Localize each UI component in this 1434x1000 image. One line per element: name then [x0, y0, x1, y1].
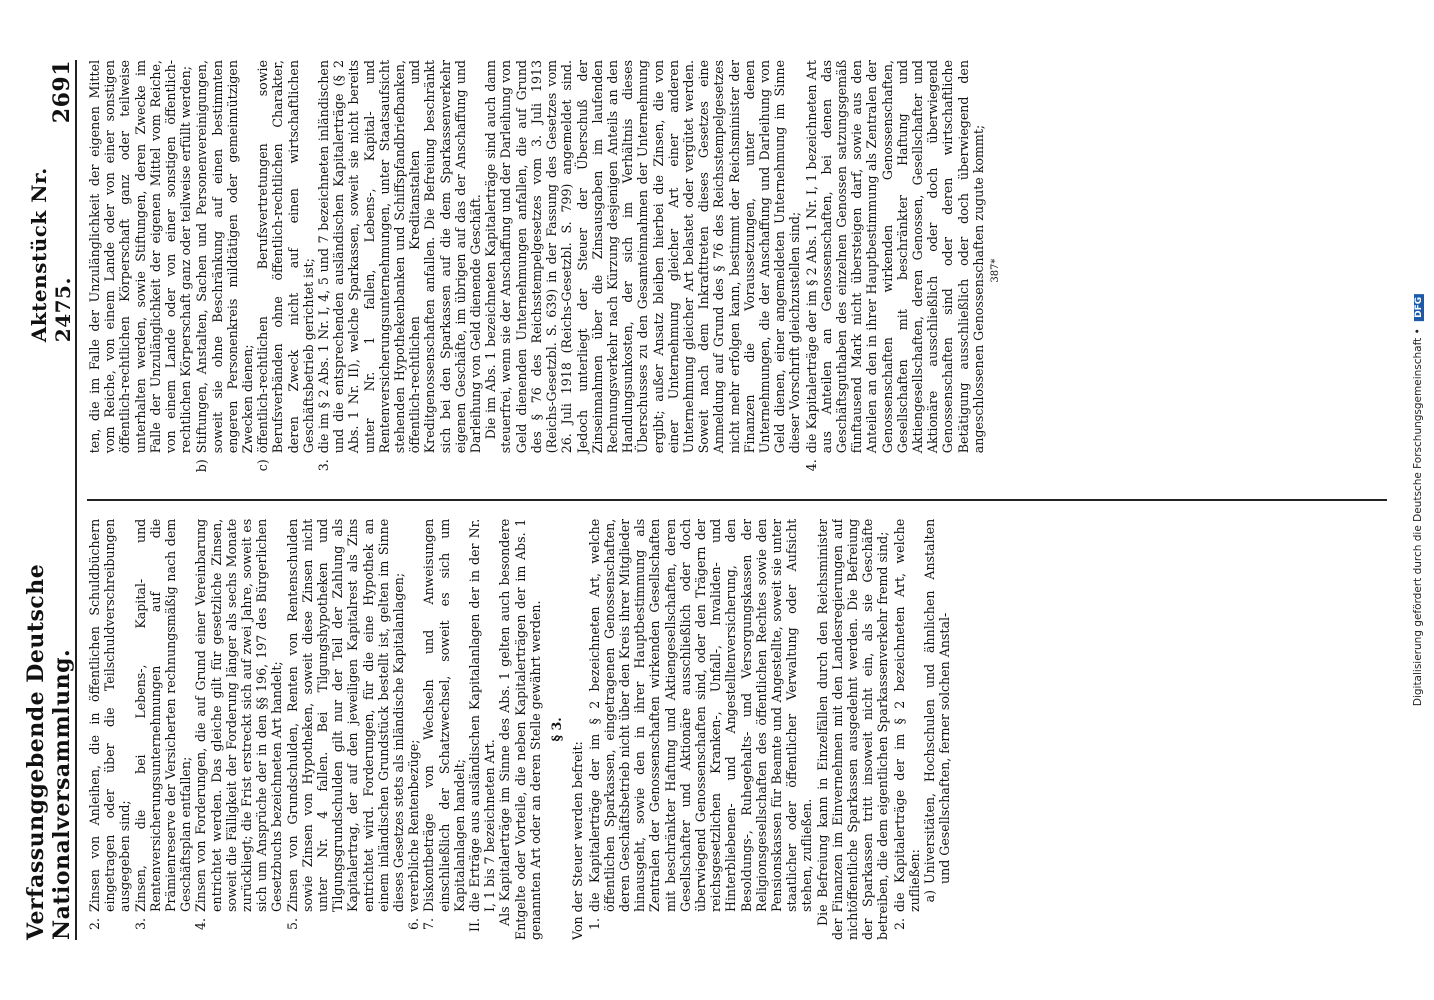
- item-text: öffentlich-rechtlichen Berufsvertretungen sowie Berufsverbänden ohne öffentlich-rechtlichen Charakter, deren Zweck nicht auf einen wirtschaftlichen Geschäftsbetrieb gerichtet ist;: [255, 60, 316, 454]
- list-item: [804, 60, 986, 481]
- list-item: [406, 519, 421, 940]
- paragraph: Als Kapitalerträge im Sinne des Abs. 1 gelten auch besondere Entgelte oder Vorteile, die neben Kapitalerträgen der im Abs. 1 genannten Art oder an deren Stelle gewährt werden.: [497, 518, 543, 940]
- list-item: [316, 60, 483, 481]
- item-number: 3.: [316, 459, 332, 472]
- credit-text: Digitalisierung gefördert durch die Deutsche Forschungsgemeinschaft •: [1412, 328, 1424, 707]
- item-text: die Kapitalerträge der im § 2 bezeichneten Art, welche öffentlichen Sparkassen, eingetragenen Genossenschaften, deren Geschäftsbetrieb nicht über den Kreis ihrer Mitglieder hinausgeht, sowie den in ihrer Hauptbestimmung als Zentralen der Genossenschaften wirkenden Gesellschaften mit beschränkter Haftung und Aktiengesellschaften, deren Gesellschafter und Aktionäre ausschließlich oder doch überwiegend Genossenschaften sind, oder den Trägern der reichsgesetzlichen Kranken-, Unfall-, Invaliden- und Hinterbliebenen- und Angestelltenversicherung, den Besoldungs-, Ruhegehalts- und Versorgungskassen der Religionsgesellschaften des öffentlichen Rechtes sowie den Pensionskassen für Beamte und Angestellte, soweit sie unter staatlicher oder öffentlicher Verwaltung oder Aufsicht stehen, zufließen.: [586, 518, 815, 912]
- paragraph: Die Befreiung kann in Einzelfällen durch den Reichsminister der Finanzen im Einvernehmen mit den Landesregierungen auf nichtöffentliche Sparkassen ausgedehnt werden. Die Befreiung der Sparkassen tritt insoweit nicht ein, als sie Geschäfte betreiben, die dem eigentlichen Sparkassenverkehr fremd sind;: [814, 518, 891, 940]
- list-item: [285, 519, 407, 940]
- list-item: [133, 519, 194, 940]
- header-title: Verfassunggebende Deutsche Nationalversammlung.: [23, 563, 75, 940]
- item-text: die Kapitalerträge der im § 2 bezeichneten Art, welche zufließen:: [891, 518, 922, 912]
- item-text: Universitäten, Hochschulen und ähnlichen Anstalten und Gesellschaften, ferner solchen Anstal-: [921, 518, 953, 884]
- item-text: Zinsen, die bei Lebens-, Kapital- und Rentenversicherungsunternehmungen auf die Prämienreserve der Versicherten rechnungsmäßig nach dem Geschäftsplan entfallen;: [132, 518, 194, 912]
- item-text: Zinsen von Forderungen, die auf Grund einer Vereinbarung entrichtet werden. Das gleiche gilt für gesetzliche Zinsen, soweit die Fälligkeit der Forderung länger als sechs Monate zurückliegt; die Frist erstreckt sich auf zwei Jahre, soweit es sich um Ansprüche der in den §§ 196, 197 des Bürgerlichen Gesetzbuchs bezeichneten Art handelt;: [193, 518, 285, 912]
- list-item: [892, 519, 922, 940]
- item-text: die Erträge aus ausländischen Kapitalanlagen der in der Nr. I, 1 bis 7 bezeichneten Art.: [467, 518, 498, 912]
- item-text: Zinsen von Anleihen, die in öffentlichen Schuldbüchern eingetragen oder über die Teilschuldverschreibungen ausgegeben sind;: [87, 518, 133, 912]
- item-text: die im § 2 Abs. 1 Nr. I, 4, 5 und 7 bezeichneten inländischen und die entsprechenden ausländischen Kapitalerträge (§ 2 Abs. 1 Nr. II), welche Sparkassen, soweit sie nicht bereits unter Nr. 1 fallen, Lebens-, Kapital- und Rentenversicherungsunternehmungen, unter Staatsaufsicht stehenden Hypothekenbanken und Schiffspfandbriefbanken, öffentlich-rechtlichen Kreditanstalten und Kreditgenossenschaften anfallen. Die Befreiung beschränkt sich bei den Sparkassen auf die dem Sparkassenverkehr eigenen Geschäfte, im übrigen auf das der Anschaffung und Darleihung von Geld dienende Geschäft.: [316, 60, 484, 454]
- item-number: 2.: [891, 918, 907, 931]
- item-number: 5.: [284, 918, 300, 931]
- item-number: b): [194, 459, 210, 473]
- text-columns: [87, 60, 1387, 940]
- item-number: 4.: [803, 459, 819, 472]
- section-heading: § 3.: [549, 717, 565, 742]
- aktenstueck-number: Aktenstück Nr. 2475.: [27, 167, 75, 343]
- list-item: [255, 60, 316, 481]
- list-item: [194, 60, 255, 481]
- page-number: 2691: [49, 60, 75, 124]
- page-header: [23, 60, 77, 940]
- section-intro: Von der Steuer werden befreit:: [570, 741, 586, 940]
- item-text: vererbliche Rentenbezüge;: [406, 739, 422, 912]
- item-number: a): [921, 890, 937, 903]
- list-item: [193, 519, 284, 940]
- left-column: [87, 519, 1387, 940]
- item-number: 6.: [406, 918, 422, 931]
- item-number: c): [255, 459, 271, 472]
- column-divider: [87, 499, 1387, 501]
- paragraph: ten, die im Falle der Unzulänglichkeit der eigenen Mittel vom Reiche, von einem Lande oder von einer sonstigen öffentlich-rechtlichen Körperschaft ganz oder teilweise unterhalten werden, sowie Stiftungen, deren Zwecke im Falle der Unzulänglichkeit der eigenen Mittel vom Reiche, von einem Lande oder von einer sonstigen öffentlich-rechtlichen Körperschaft ganz oder teilweise erfüllt werden;: [87, 60, 194, 454]
- credit-line: [1412, 294, 1424, 706]
- document-page: [17, 20, 1417, 980]
- list-item: [922, 519, 952, 940]
- paragraph: Die im Abs. 1 bezeichneten Kapitalerträge sind auch dann steuerfrei, wenn sie der Anschaffung und der Darleihung von Geld dienenden Unternehmungen anfallen, die auf Grund des § 76 des Reichsstempelgesetzes vom 3. Juli 1913 (Reichs-Gesetzbl. S. 639) in der Fassung des Gesetzes vom 26. Juli 1918 (Reichs-Gesetzbl. S. 799) angemeldet sind. Jedoch unterliegt der Steuer der Überschuß der Zinseinnahmen über die Zinsausgaben im laufenden Rechnungsverkehr nach Kürzung desjenigen Anteils an den Handlungsunkosten, der sich im Verhältnis dieses Überschusses zu den Gesamteinnahmen der Unternehmung ergibt; außer Ansatz bleiben hierbei die Zinsen, die von einer Unternehmung gleicher Art einer anderen Unternehmung gleicher Art belastet oder vergütet werden. Soweit nach dem Inkrafttreten dieses Gesetzes eine Anmeldung auf Grund des § 76 des Reichsstempelgesetzes nicht mehr erfolgen kann, bestimmt der Reichsminister der Finanzen die Voraussetzungen, unter denen Unternehmungen, die der Anschaffung und Darleihung von Geld dienen, einer angemeldeten Unternehmung im Sinne dieser Vorschrift gleichzustellen sind;: [483, 60, 803, 454]
- dfg-logo: DFG: [1414, 294, 1424, 321]
- right-column: [87, 60, 1387, 481]
- item-text: Stiftungen, Anstalten, Sachen und Personenvereinigungen, soweit sie ohne Beschränkung auf einen bestimmten engeren Personenkreis mildtätigen oder gemeinnützigen Zwecken dienen;: [194, 60, 256, 454]
- item-text: Zinsen von Grundschulden, Renten von Rentenschulden sowie Zinsen von Hypotheken, soweit diese Zinsen nicht unter Nr. 4 fallen. Bei Tilgungshypotheken und Tilgungsgrundschulden gilt nur der Teil der Zahlung als Kapitalertrag, der auf den jeweiligen Kapitalrest als Zins entrichtet wird. Forderungen, für die eine Hypothek an einem inländischen Grundstück bestellt ist, gelten im Sinne dieses Gesetzes stets als inländische Kapitalanlagen;: [284, 518, 407, 912]
- item-number: 4.: [193, 918, 209, 931]
- list-item: [587, 519, 815, 940]
- item-text: Diskontbeträge von Wechseln und Anweisungen einschließlich der Schatzwechsel, soweit es sich um Kapitalanlagen handelt;: [421, 518, 467, 912]
- sidebar-credit: [1408, 10, 1428, 990]
- rotated-page: [17, 20, 1417, 980]
- signature-mark: 387*: [989, 258, 1001, 283]
- item-number: 1.: [586, 918, 602, 931]
- list-item: [467, 519, 497, 940]
- list-item: [421, 519, 467, 940]
- item-number: 2.: [87, 918, 102, 931]
- item-number: II.: [467, 918, 483, 932]
- item-number: 3.: [132, 918, 148, 931]
- list-item: [87, 519, 133, 940]
- item-text: die Kapitalerträge der im § 2 Abs. 1 Nr. I, 1 bezeichneten Art aus Anteilen an Genossenschaften, bei denen das Geschäftsguthaben des einzelnen Genossen satzungsgemäß fünftausend Mark nicht übersteigen darf, sowie aus den Anteilen an den in ihrer Hauptbestimmung als Zentralen der Genossenschaften wirkenden Genossenschaften, Gesellschaften mit beschränkter Haftung und Aktiengesellschaften, deren Genossen, Gesellschafter und Aktionäre ausschließlich oder doch überwiegend Genossenschaften sind oder deren wirtschaftliche Betätigung ausschließlich oder doch überwiegend den angeschlossenen Genossenschaften zugute kommt;: [803, 60, 986, 454]
- item-number: 7.: [421, 918, 437, 931]
